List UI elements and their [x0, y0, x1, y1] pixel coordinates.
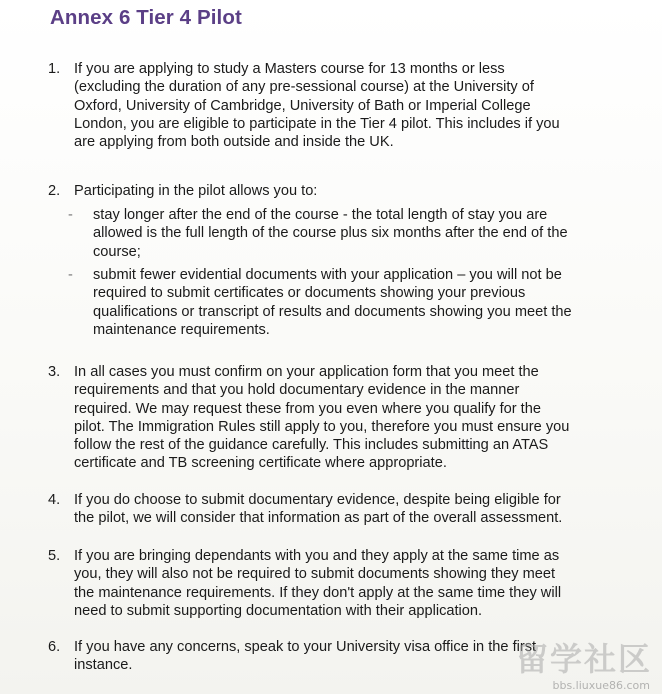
list-item: [48, 182, 638, 200]
item-number: 4.: [48, 492, 61, 508]
item-text: If you are applying to study a Masters course for 13 months or less (excluding the duration of any pre-sessional course) at the University of Oxford, University of Cambridge, University of Bath or Imperial College London, you are eligible to participate in the Tier 4 pilot. This includes if you are applying from both outside and inside the UK.: [74, 61, 560, 151]
list-item: [48, 363, 638, 473]
bullet-dash: -: [68, 267, 73, 283]
item-number: 3.: [48, 364, 61, 380]
bullet-text: stay longer after the end of the course - the total length of stay you are allowed is the full length of the course plus six months after the end of the course;: [93, 207, 568, 260]
item-text: If you do choose to submit documentary evidence, despite being eligible for the pilot, we will consider that information as part of the overall assessment.: [74, 492, 563, 527]
item-text: In all cases you must confirm on your application form that you meet the requirements and that you hold documentary evidence in the manner required. We may request these from you even where you qualify for the pilot. The Immigration Rules still apply to you, therefore you must ensure you follow the rest of the guidance carefully. This includes submitting an ATAS certificate and TB screening certificate where appropriate.: [74, 364, 570, 472]
item-number: 6.: [48, 639, 61, 655]
item-number: 1.: [48, 61, 61, 77]
list-item: [48, 60, 638, 151]
bullet-dash: -: [68, 207, 73, 223]
watermark-logo: 留学社区: [515, 640, 652, 678]
item-number: 2.: [48, 183, 61, 199]
watermark-url: bbs.liuxue86.com: [552, 679, 650, 692]
bullet-item: [68, 206, 628, 261]
item-number: 5.: [48, 548, 61, 564]
list-item: [48, 547, 638, 620]
item-text: Participating in the pilot allows you to:: [74, 183, 318, 199]
bullet-item: [68, 266, 628, 339]
item-text: If you have any concerns, speak to your University visa office in the first instance.: [74, 639, 537, 674]
list-item: [48, 491, 638, 528]
bullet-text: submit fewer evidential documents with your application – you will not be required to submit certificates or documents showing your previous qualifications or transcript of results and documents showing you meet the maintenance requirements.: [93, 267, 572, 338]
watermark: [486, 634, 656, 692]
item-text: If you are bringing dependants with you and they apply at the same time as you, they will also not be required to submit documents showing they meet the maintenance requirements. If they don't apply at the same time they will need to submit supporting documentation with their application.: [74, 548, 562, 619]
page-title: Annex 6 Tier 4 Pilot: [50, 6, 242, 29]
